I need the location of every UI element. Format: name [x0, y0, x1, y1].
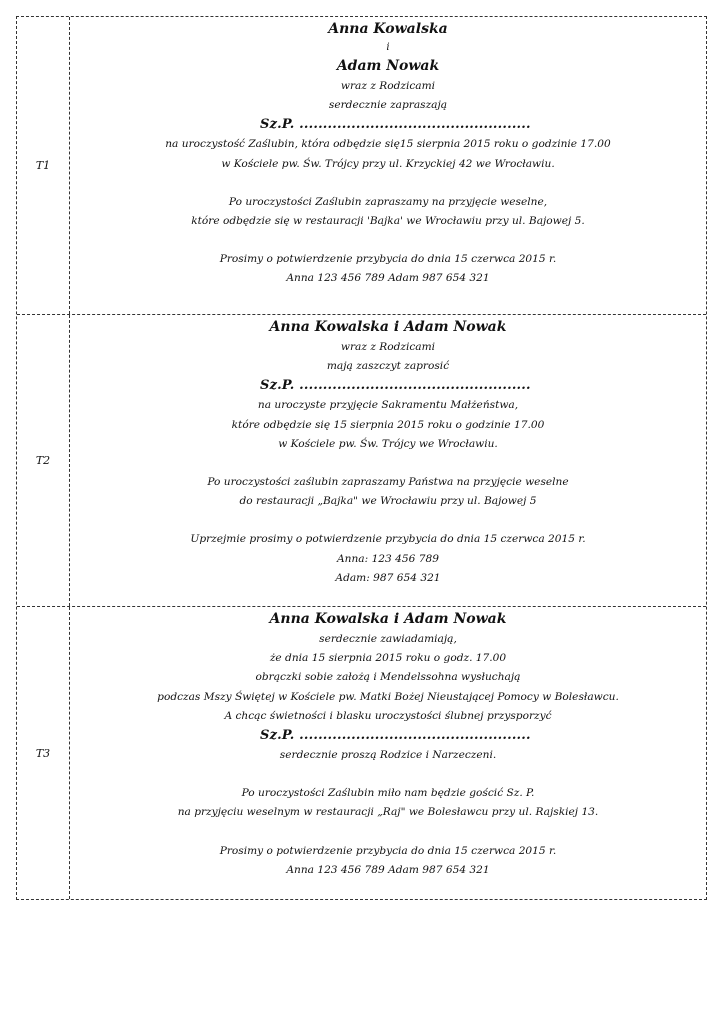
- contact-anna: Anna: 123 456 789: [337, 552, 439, 565]
- reception-line-2: na przyjęciu weselnym w restauracji „Raj" we Bolesławcu przy ul. Rajskiej 13.: [177, 806, 599, 819]
- couple-names: Anna Kowalska i Adam Nowak: [269, 611, 507, 627]
- row-label-t1: T1: [17, 17, 70, 314]
- invitation-text-t3: [70, 607, 706, 899]
- guest-name-field: Sz.P. .................................................: [260, 117, 531, 133]
- invitation-row-t3: [17, 606, 706, 899]
- reception-line-1: Po uroczystości Zaślubin zapraszamy na przyjęcie weselne,: [228, 195, 548, 208]
- ceremony-line-2: które odbędzie się 15 sierpnia 2015 roku o godzinie 17.00: [231, 418, 545, 431]
- invite-phrase: serdecznie zapraszają: [328, 99, 448, 112]
- date-line: że dnia 15 sierpnia 2015 roku o godz. 17.00: [269, 652, 507, 665]
- invitation-table: [16, 16, 707, 900]
- row-label-t2: T2: [17, 315, 70, 606]
- splendor-line: A chcąc świetności i blasku uroczystości ślubnej przysporzyć: [224, 709, 552, 722]
- invitation-row-t2: [17, 314, 706, 606]
- rsvp-line: Prosimy o potwierdzenie przybycia do dnia 15 czerwca 2015 r.: [219, 844, 557, 857]
- ceremony-line-1: na uroczyste przyjęcie Sakramentu Małżeństwa,: [257, 399, 519, 412]
- ceremony-line-1: na uroczystość Zaślubin, która odbędzie się15 sierpnia 2015 roku o godzinie 17.00: [165, 138, 611, 151]
- row-label-t3: T3: [17, 607, 70, 899]
- reception-line-2: do restauracji „Bajka" we Wrocławiu przy ul. Bajowej 5: [239, 495, 537, 508]
- ceremony-line-3: w Kościele pw. Św. Trójcy we Wrocławiu.: [278, 437, 498, 450]
- rings-line: obrączki sobie założą i Mendelssohna wysłuchają: [255, 671, 521, 684]
- reception-line-1: Po uroczystości Zaślubin miło nam będzie gościć Sz. P.: [241, 787, 535, 800]
- ceremony-line-2: w Kościele pw. Św. Trójcy przy ul. Krzyckiej 42 we Wrocławiu.: [221, 157, 555, 170]
- invitation-text-t2: [70, 315, 706, 606]
- with-parents: wraz z Rodzicami: [340, 341, 436, 353]
- rsvp-line: Uprzejmie prosimy o potwierdzenie przybycia do dnia 15 czerwca 2015 r.: [190, 533, 586, 546]
- invitation-text-t1: [70, 17, 706, 314]
- contact-adam: Adam: 987 654 321: [335, 571, 441, 584]
- reception-line-1: Po uroczystości zaślubin zapraszamy Państwa na przyjęcie weselne: [207, 476, 569, 489]
- bride-name: Anna Kowalska: [328, 21, 448, 37]
- mass-line: podczas Mszy Świętej w Kościele pw. Matki Bożej Nieustającej Pomocy w Bolesławcu.: [157, 690, 619, 703]
- groom-name: Adam Nowak: [336, 58, 440, 74]
- conjunction: i: [386, 42, 390, 53]
- contact-phones: Anna 123 456 789 Adam 987 654 321: [286, 863, 490, 876]
- invite-phrase: mają zaszczyt zaprosić: [326, 360, 450, 373]
- invitation-row-t1: [17, 17, 706, 314]
- guest-name-field: Sz.P. .................................................: [260, 728, 531, 744]
- couple-names: Anna Kowalska i Adam Nowak: [269, 319, 507, 335]
- rsvp-line: Prosimy o potwierdzenie przybycia do dnia 15 czerwca 2015 r.: [219, 253, 557, 266]
- reception-line-2: które odbędzie się w restauracji 'Bajka' we Wrocławiu przy ul. Bajowej 5.: [191, 215, 585, 228]
- request-line: serdecznie proszą Rodzice i Narzeczeni.: [279, 749, 497, 762]
- with-parents: wraz z Rodzicami: [340, 80, 436, 92]
- contact-phones: Anna 123 456 789 Adam 987 654 321: [286, 272, 490, 285]
- announce-phrase: serdecznie zawiadamiają,: [319, 633, 457, 645]
- guest-name-field: Sz.P. .................................................: [260, 378, 531, 394]
